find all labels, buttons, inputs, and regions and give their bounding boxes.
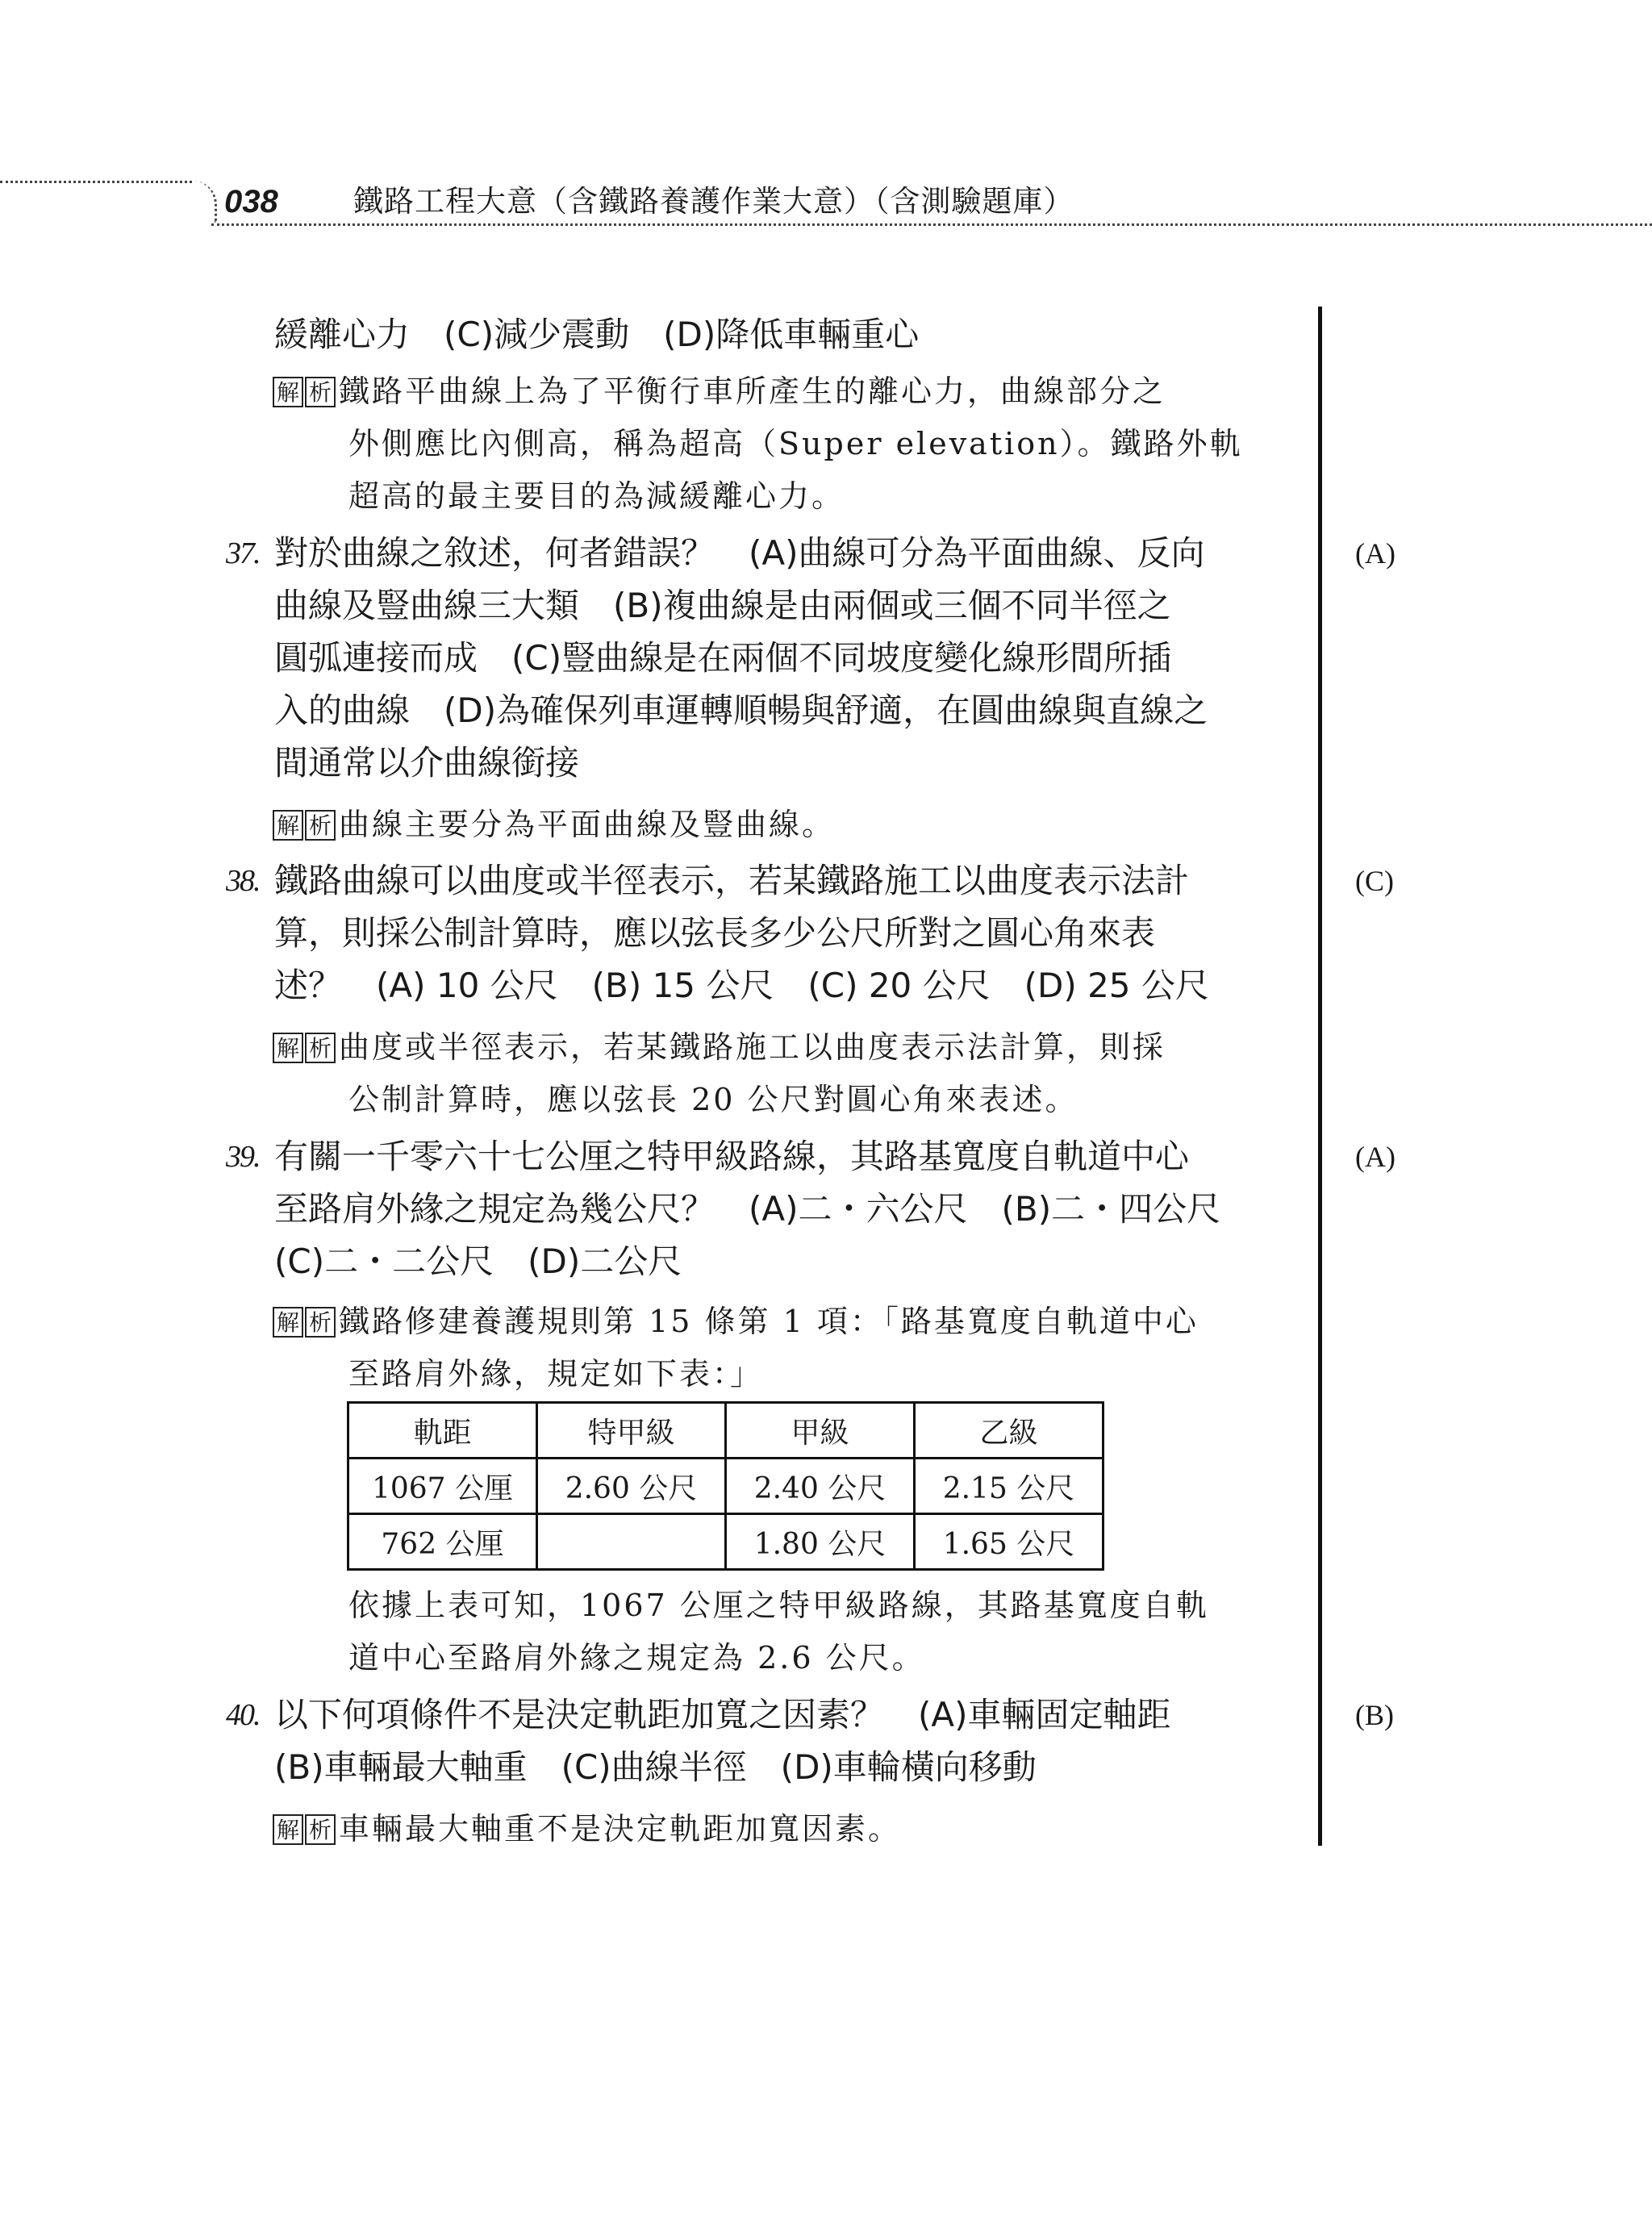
q39-line-2: 至路肩外緣之規定為幾公尺？ (A)二・六公尺 (B)二・四公尺 — [274, 1189, 1221, 1229]
table-header-cell: 乙級 — [915, 1403, 1103, 1459]
q37-line-5: 間通常以介曲線銜接 — [274, 743, 580, 783]
question-number: 38. — [226, 864, 260, 898]
q37-line-1: 對於曲線之敘述，何者錯誤？ (A)曲線可分為平面曲線、反向 — [274, 533, 1205, 573]
q39-line-1: 有關一千零六十七公厘之特甲級路線，其路基寬度自軌道中心 — [274, 1137, 1190, 1176]
q39-analysis-line-1: 解 析 鐵路修建養護規則第 15 條第 1 項：「路基寬度自軌道中心 — [273, 1297, 1199, 1346]
q37-line-4: 入的曲線 (D)為確保列車運轉順暢與舒適，在圓曲線與直線之 — [274, 691, 1208, 730]
analysis-badge: 解 析 — [273, 1023, 336, 1071]
q37-line-3: 圓弧連接而成 (C)豎曲線是在兩個不同坡度變化線形間所插 — [274, 638, 1172, 678]
q36-analysis-line-1: 解 析 鐵路平曲線上為了平衡行車所產生的離心力，曲線部分之 — [273, 367, 1166, 415]
q39-analysis-line-2: 至路肩外緣，規定如下表：」 — [348, 1356, 764, 1392]
q40-analysis: 解 析 車輛最大軸重不是決定軌距加寬因素。 — [273, 1805, 901, 1853]
analysis-badge: 解 析 — [273, 1805, 336, 1853]
analysis-badge: 解 析 — [273, 1297, 336, 1346]
q38-analysis-line-2: 公制計算時，應以弦長 20 公尺對圓心角來表述。 — [348, 1082, 1078, 1117]
q38-line-1: 鐵路曲線可以曲度或半徑表示，若某鐵路施工以曲度表示法計 — [274, 861, 1190, 900]
q37-analysis: 解 析 曲線主要分為平面曲線及豎曲線。 — [273, 800, 835, 849]
q40-line-1: 以下何項條件不是決定軌距加寬之因素？ (A)車輛固定軸距 — [274, 1695, 1171, 1734]
analysis-badge: 解 析 — [273, 367, 336, 415]
table-cell: 1067 公厘 — [348, 1459, 537, 1514]
table-header-cell: 特甲級 — [537, 1403, 726, 1459]
page-number: 038 — [224, 184, 278, 219]
q40-line-2: (B)車輛最大軸重 (C)曲線半徑 (D)車輪橫向移動 — [274, 1747, 1037, 1787]
answer-key: (A) — [1355, 537, 1395, 570]
answer-key: (A) — [1355, 1141, 1395, 1173]
table-cell: 1.65 公尺 — [915, 1514, 1103, 1570]
table-header-row — [348, 1403, 1103, 1459]
q36-analysis-line-2: 外側應比內側高，稱為超高（Super elevation）。鐵路外軌 — [348, 426, 1243, 461]
q39-line-3: (C)二・二公尺 (D)二公尺 — [274, 1242, 682, 1281]
subgrade-width-table — [347, 1401, 1104, 1571]
q38-line-3: 述？ (A) 10 公尺 (B) 15 公尺 (C) 20 公尺 (D) 25 公尺 — [274, 966, 1209, 1005]
q38-line-2: 算，則採公制計算時，應以弦長多少公尺所對之圓心角來表 — [274, 913, 1156, 953]
table-header-cell: 甲級 — [726, 1403, 915, 1459]
table-row — [348, 1459, 1103, 1514]
q39-conclusion-line-1: 依據上表可知，1067 公厘之特甲級路線，其路基寬度自軌 — [348, 1588, 1209, 1623]
q37-line-2: 曲線及豎曲線三大類 (B)複曲線是由兩個或三個不同半徑之 — [274, 586, 1171, 625]
table-cell — [537, 1514, 726, 1570]
running-title: 鐵路工程大意（含鐵路養護作業大意）（含測驗題庫） — [353, 184, 1074, 219]
table-cell: 2.15 公尺 — [915, 1459, 1103, 1514]
question-number: 39. — [226, 1140, 260, 1174]
q36-analysis-line-3: 超高的最主要目的為減緩離心力。 — [348, 478, 845, 514]
question-number: 37. — [226, 536, 260, 570]
q38-analysis-line-1: 解 析 曲度或半徑表示，若某鐵路施工以曲度表示法計算，則採 — [273, 1023, 1166, 1071]
table-row — [348, 1514, 1103, 1570]
q39-conclusion-line-2: 道中心至路肩外緣之規定為 2.6 公尺。 — [348, 1640, 925, 1676]
q36-options-line: 緩離心力 (C)減少震動 (D)降低車輛重心 — [274, 315, 920, 354]
answer-key: (C) — [1355, 865, 1394, 897]
table-header-cell: 軌距 — [348, 1403, 537, 1459]
table-cell: 1.80 公尺 — [726, 1514, 915, 1570]
table-cell: 2.60 公尺 — [537, 1459, 726, 1514]
analysis-badge: 解 析 — [273, 800, 336, 849]
table-cell: 762 公厘 — [348, 1514, 537, 1570]
answer-column-rule — [1318, 307, 1322, 1846]
answer-key: (B) — [1355, 1699, 1394, 1731]
question-number: 40. — [226, 1698, 260, 1732]
table-cell: 2.40 公尺 — [726, 1459, 915, 1514]
